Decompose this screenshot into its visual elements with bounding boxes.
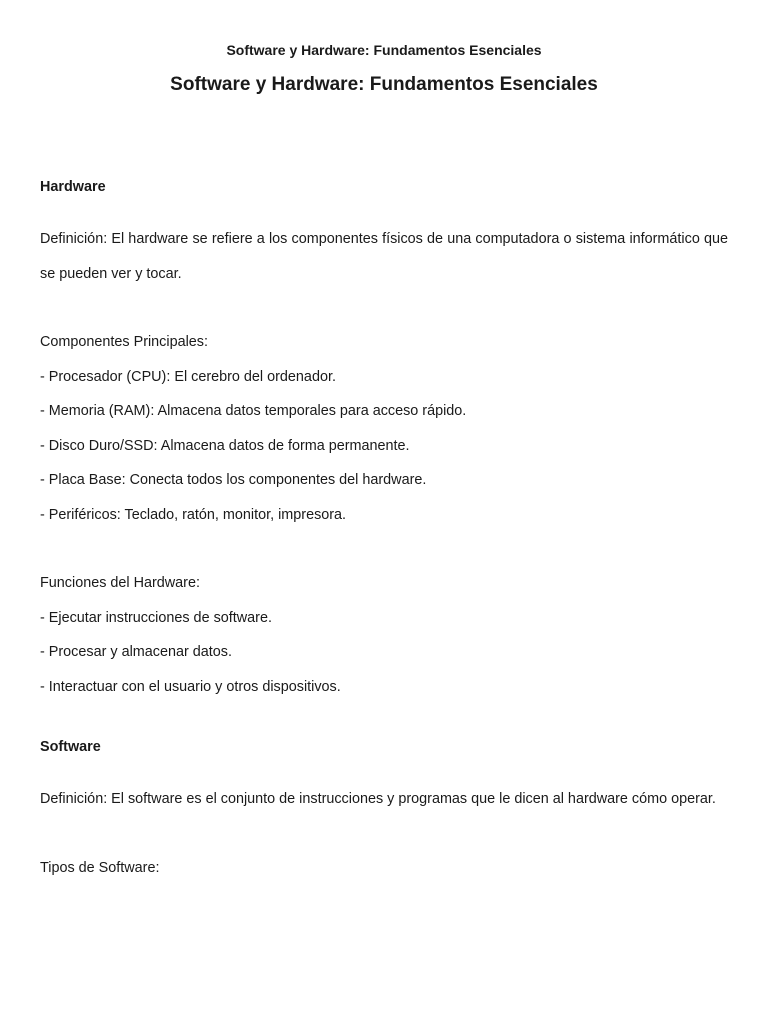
- component-item-peripherals: - Periféricos: Teclado, ratón, monitor, impresora.: [40, 506, 347, 523]
- software-heading: Software: [40, 739, 101, 755]
- document-body: [40, 178, 728, 885]
- component-item-ram: - Memoria (RAM): Almacena datos temporales para acceso rápido.: [40, 403, 467, 419]
- software-types-heading: Tipos de Software:: [40, 859, 160, 876]
- components-heading: Componentes Principales:: [40, 334, 208, 350]
- function-item-interact: - Interactuar con el usuario y otros dispositivos.: [40, 678, 341, 695]
- hardware-heading: Hardware: [40, 179, 106, 195]
- component-item-storage: - Disco Duro/SSD: Almacena datos de forma permanente.: [40, 437, 410, 454]
- component-item-cpu: - Procesador (CPU): El cerebro del ordenador.: [40, 368, 336, 385]
- function-item-process: - Procesar y almacenar datos.: [40, 644, 232, 660]
- running-header: Software y Hardware: Fundamentos Esenciales: [226, 42, 542, 58]
- document-title: Software y Hardware: Fundamentos Esenciales: [170, 74, 598, 95]
- functions-heading: Funciones del Hardware:: [40, 575, 200, 591]
- hardware-definition: Definición: El hardware se refiere a los componentes físicos de una computadora o sistema informático que se pueden ver y tocar.: [40, 231, 728, 282]
- component-item-motherboard: - Placa Base: Conecta todos los componentes del hardware.: [40, 472, 427, 488]
- function-item-execute: - Ejecutar instrucciones de software.: [40, 609, 272, 626]
- software-definition: Definición: El software es el conjunto de instrucciones y programas que le dicen al hardware cómo operar.: [40, 791, 716, 807]
